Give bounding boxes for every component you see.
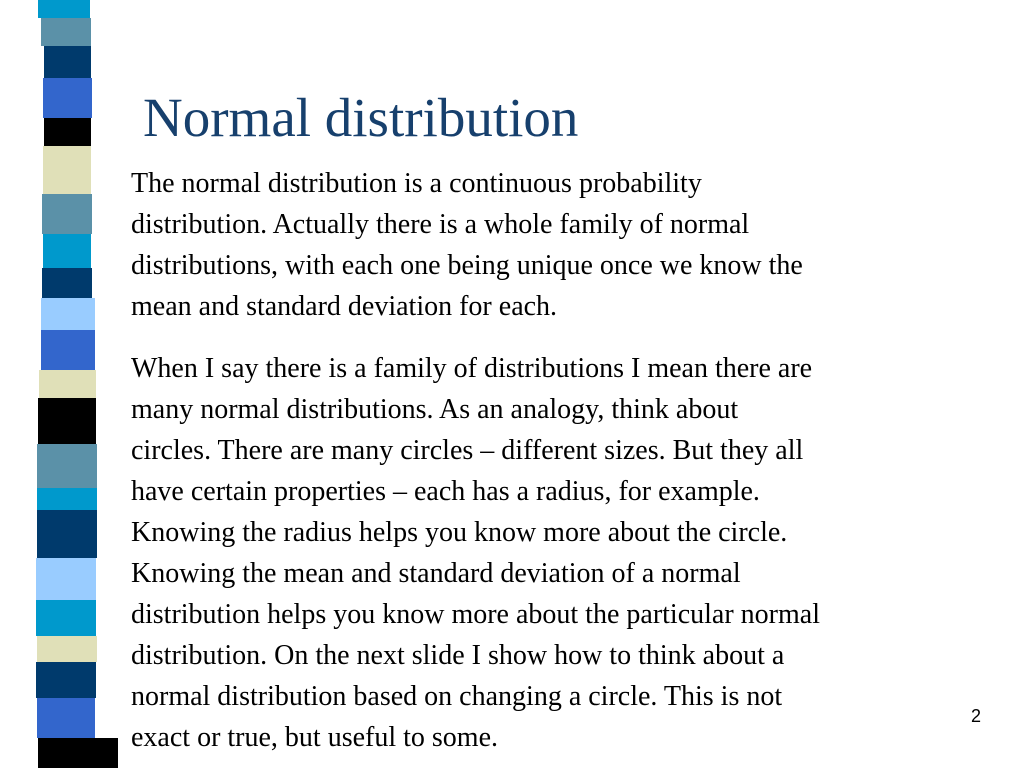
stripe-block xyxy=(37,444,97,488)
stripe-block xyxy=(36,558,96,600)
stripe-block xyxy=(38,398,96,444)
stripe-block xyxy=(42,268,92,298)
stripe-block xyxy=(44,118,91,146)
slide-title: Normal distribution xyxy=(143,87,579,148)
stripe-block xyxy=(36,662,96,698)
stripe-block xyxy=(43,146,91,194)
stripe-block xyxy=(41,298,95,330)
stripe-block xyxy=(38,0,90,18)
stripe-block xyxy=(36,600,96,636)
stripe-block xyxy=(39,370,96,398)
stripe-block xyxy=(44,46,91,78)
stripe-block xyxy=(41,18,91,46)
decorative-stripe xyxy=(0,0,130,768)
page-number: 2 xyxy=(971,706,982,726)
stripe-block xyxy=(37,510,97,558)
stripe-block xyxy=(37,488,97,510)
slide-body xyxy=(131,163,991,758)
stripe-block xyxy=(41,330,95,370)
body-paragraph-2: When I say there is a family of distributions I mean there are many normal distributions. As an analogy, think about circles. There are many circles – different sizes. But they all have certain properties – each has a radius, for example. Knowing the radius helps you know more about the circle. Knowing the mean and standard deviation of a normal distribution helps you know more about the particular normal distribution. On the next slide I show how to think about a normal distribution based on changing a circle. This is not exact or true, but useful to some. xyxy=(131,353,820,753)
stripe-block xyxy=(42,194,92,234)
stripe-block xyxy=(37,636,97,662)
stripe-block xyxy=(38,738,118,768)
stripe-block xyxy=(37,698,95,738)
stripe-block xyxy=(43,78,92,118)
body-paragraph-1: The normal distribution is a continuous probability distribution. Actually there is a whole family of normal distributions, with each one being unique once we know the mean and standard deviation for each. xyxy=(131,168,803,322)
stripe-block xyxy=(43,234,91,268)
